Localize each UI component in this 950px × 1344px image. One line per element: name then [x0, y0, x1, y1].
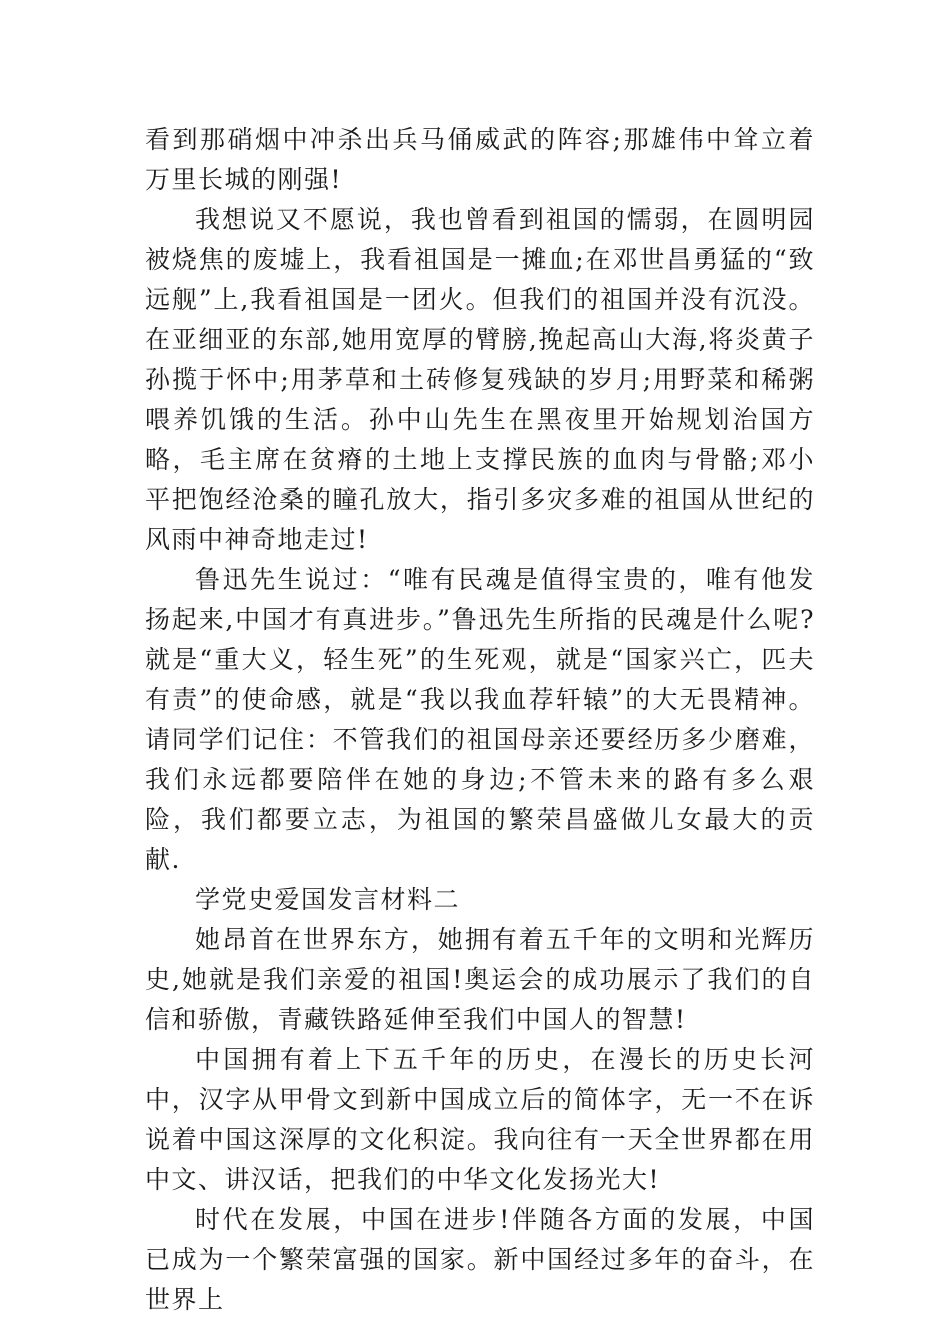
- document-body: [145, 120, 815, 1320]
- paragraph: 鲁迅先生说过：“唯有民魂是值得宝贵的，唯有他发扬起来,中国才有真进步。”鲁迅先生所指的民魂是什么呢?就是“重大义，轻生死”的生死观，就是“国家兴亡，匹夫有责”的使命感，就是“我以我血荐轩辕”的大无畏精神。请同学们记住：不管我们的祖国母亲还要经历多少磨难，我们永远都要陪伴在她的身边;不管未来的路有多么艰险，我们都要立志，为祖国的繁荣昌盛做儿女最大的贡献.: [145, 565, 815, 874]
- paragraph-continued: 看到那硝烟中冲杀出兵马俑威武的阵容;那雄伟中耸立着万里长城的刚强!: [145, 125, 815, 194]
- paragraph: 时代在发展，中国在进步!伴随各方面的发展，中国已成为一个繁荣富强的国家。新中国经过多年的奋斗，在世界上: [145, 1205, 815, 1314]
- section-heading: 学党史爱国发言材料二: [195, 885, 461, 914]
- paragraph: 中国拥有着上下五千年的历史，在漫长的历史长河中，汉字从甲骨文到新中国成立后的简体字，无一不在诉说着中国这深厚的文化积淀。我向往有一天全世界都在用中文、讲汉话，把我们的中华文化发扬光大!: [145, 1045, 815, 1194]
- paragraph: 我想说又不愿说，我也曾看到祖国的懦弱，在圆明园被烧焦的废墟上，我看祖国是一摊血;在邓世昌勇猛的“致远舰”上,我看祖国是一团火。但我们的祖国并没有沉没。在亚细亚的东部,她用宽厚的臂膀,挽起高山大海,将炎黄子孙揽于怀中;用茅草和土砖修复残缺的岁月;用野菜和稀粥喂养饥饿的生活。孙中山先生在黑夜里开始规划治国方略，毛主席在贫瘠的土地上支撑民族的血肉与骨骼;邓小平把饱经沧桑的瞳孔放大，指引多灾多难的祖国从世纪的风雨中神奇地走过!: [145, 205, 815, 554]
- paragraph: 她昂首在世界东方，她拥有着五千年的文明和光辉历史,她就是我们亲爱的祖国!奥运会的成功展示了我们的自信和骄傲，青藏铁路延伸至我们中国人的智慧!: [145, 925, 815, 1034]
